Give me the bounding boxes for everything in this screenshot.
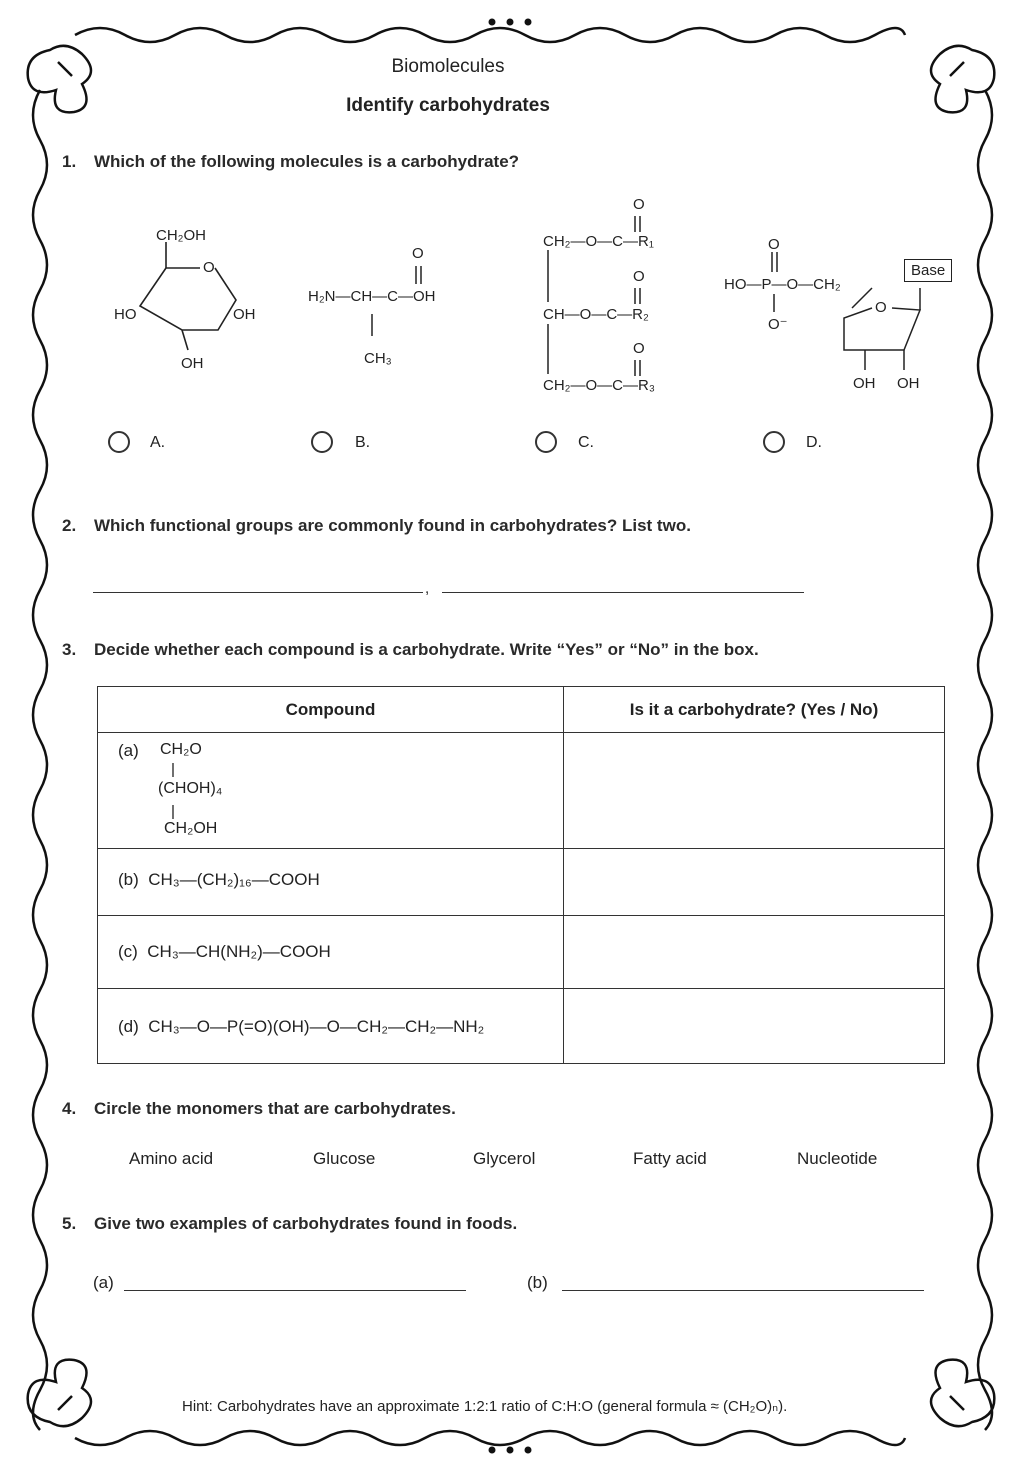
- border-left: [33, 90, 47, 1430]
- option-b-radio[interactable]: [311, 431, 333, 453]
- table-row: [98, 849, 945, 916]
- table-row: [98, 733, 945, 849]
- answer-line-2b[interactable]: [442, 592, 804, 593]
- option-a-label: A.: [150, 434, 166, 451]
- option-a-radio[interactable]: [108, 431, 130, 453]
- answer-cell-c[interactable]: [564, 916, 945, 989]
- table-header-row: [98, 687, 945, 733]
- corner-flower-top-right: [931, 46, 994, 112]
- molecule-d-oh-1: OH: [853, 375, 876, 392]
- question-4: 4. Circle the monomers that are carbohydrates.: [62, 1099, 456, 1118]
- compound-a: (a) CH₂O (CHOH)₄ CH₂OH: [118, 741, 223, 837]
- molecule-c-row1: CH₂—O—C—R₁: [543, 233, 654, 250]
- compound-b: (b) CH₃—(CH₂)₁₆—COOH: [118, 870, 320, 889]
- table-row: [98, 989, 945, 1064]
- molecule-b-chain: H₂N—CH—C—OH: [308, 288, 436, 305]
- molecule-b-ch3: CH₃: [364, 350, 392, 367]
- option-c-radio[interactable]: [535, 431, 557, 453]
- option-d-radio[interactable]: [763, 431, 785, 453]
- compound-a-line2: (CHOH)₄: [158, 780, 223, 797]
- answer-cell-b[interactable]: [564, 849, 945, 916]
- molecule-d-o-minus: O⁻: [768, 316, 788, 333]
- monomer-nucleotide[interactable]: Nucleotide: [797, 1149, 878, 1168]
- molecule-a-oh-bottom: OH: [181, 355, 204, 372]
- molecule-d-bonds: [760, 250, 960, 380]
- question-2: 2. Which functional groups are commonly found in carbohydrates? List two.: [62, 516, 691, 535]
- molecule-a-oh-right: OH: [233, 306, 256, 323]
- question-1: 1. Which of the following molecules is a carbohydrate?: [62, 152, 520, 171]
- molecule-a-ring-o: O: [203, 259, 215, 276]
- compound-a-line1: CH₂O: [160, 741, 202, 758]
- question-5: 5. Give two examples of carbohydrates found in foods.: [62, 1214, 518, 1233]
- compound-table: [97, 686, 945, 1064]
- option-c-label: C.: [578, 434, 594, 451]
- molecule-b-o: O: [412, 245, 424, 262]
- molecule-c-o1: O: [633, 196, 645, 213]
- compound-a-line3: CH₂OH: [164, 820, 218, 837]
- page-title: Biomolecules: [391, 56, 505, 77]
- answer-line-5b[interactable]: [562, 1290, 924, 1291]
- molecule-d-ring-o: O: [875, 299, 887, 316]
- option-d-label: D.: [806, 434, 822, 451]
- header-answer: Is it a carbohydrate? (Yes / No): [564, 687, 945, 733]
- molecule-c-bonds: [540, 212, 660, 382]
- monomer-amino-acid[interactable]: Amino acid: [129, 1149, 214, 1168]
- molecule-d-base-box: Base: [904, 259, 952, 282]
- border-top: [75, 28, 905, 42]
- option-b-label: B.: [355, 434, 371, 451]
- border-bottom: [75, 1431, 905, 1445]
- monomer-glycerol[interactable]: Glycerol: [473, 1149, 536, 1168]
- hint-text: Hint: Carbohydrates have an approximate 1:2:1 ratio of C:H:O (general formula ≈ (CH₂O)ₙ).: [182, 1398, 788, 1415]
- molecule-d-chain: HO—P—O—CH₂: [724, 276, 841, 293]
- molecule-b-bonds: [360, 262, 440, 352]
- answer-a-label: (a): [93, 1273, 114, 1292]
- page-subtitle: Identify carbohydrates: [346, 95, 550, 116]
- monomer-glucose[interactable]: Glucose: [313, 1149, 376, 1168]
- compound-d: (d) CH₃—O—P(=O)(OH)—O—CH₂—CH₂—NH₂: [118, 1017, 485, 1036]
- answer-cell-d[interactable]: [564, 989, 945, 1064]
- molecule-c-o2: O: [633, 268, 645, 285]
- table-row: [98, 916, 945, 989]
- monomer-fatty-acid[interactable]: Fatty acid: [633, 1149, 707, 1168]
- corner-flower-bottom-right: [931, 1360, 994, 1426]
- answer-line-2a[interactable]: [93, 592, 423, 593]
- compound-c: (c) CH₃—CH(NH₂)—COOH: [118, 942, 331, 961]
- header-compound: Compound: [98, 687, 564, 733]
- molecule-a-ch2oh: CH₂OH: [156, 227, 206, 244]
- compound-a-bonds: [168, 761, 178, 831]
- molecule-a-ho: HO: [114, 306, 137, 323]
- answer-line-5a[interactable]: [124, 1290, 466, 1291]
- molecule-c-o3: O: [633, 340, 645, 357]
- question-3: 3. Decide whether each compound is a carbohydrate. Write “Yes” or “No” in the box.: [62, 640, 759, 659]
- border-right: [978, 90, 992, 1430]
- molecule-c-row3: CH₂—O—C—R₃: [543, 377, 655, 394]
- molecule-c-row2: CH—O—C—R₂: [543, 306, 649, 323]
- answer-cell-a[interactable]: [564, 733, 945, 849]
- answer-separator: ,: [425, 580, 430, 597]
- molecule-d-o-top: O: [768, 236, 780, 253]
- molecule-d-oh-2: OH: [897, 375, 920, 392]
- answer-b-label: (b): [527, 1273, 548, 1292]
